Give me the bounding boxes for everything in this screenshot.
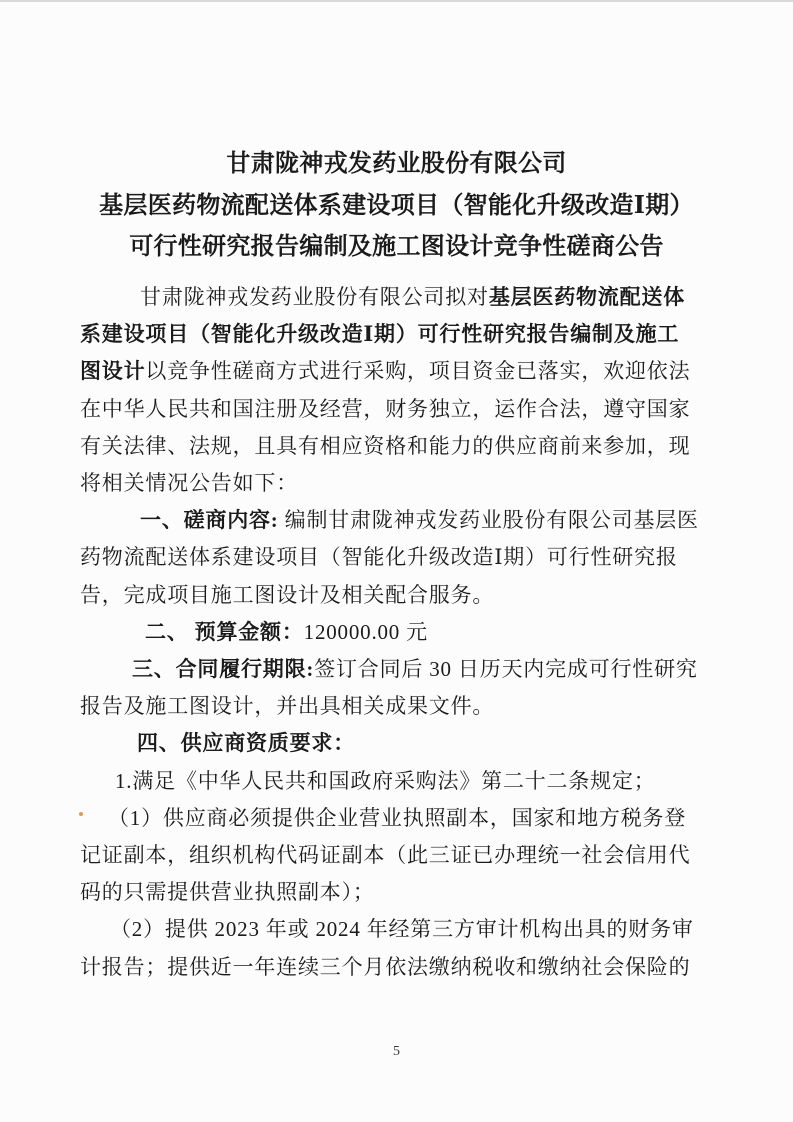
document-text-bold: 基层医药物流配送体 <box>488 285 686 309</box>
document-text-bold: 一、磋商内容: <box>140 508 279 533</box>
document-title-line: 甘肃陇神戎发药业股份有限公司 <box>226 151 567 177</box>
document-text: 以竞争性磋商方式进行采购，项目资金已落实，欢迎依法 <box>145 359 691 384</box>
document-text: 在中华人民共和国注册及经营，财务独立，运作合法，遵守国家 <box>80 396 691 421</box>
document-line <box>80 911 692 948</box>
document-text: 签订合同后 30 日历天内完成可行性研究 <box>314 657 698 682</box>
document-line <box>80 874 692 911</box>
document-line <box>80 465 692 502</box>
document-line <box>80 539 692 576</box>
document-line <box>80 614 692 651</box>
scan-top-edge <box>0 0 793 2</box>
document-line <box>80 428 692 465</box>
document-line <box>80 949 692 986</box>
document-text: 1.满足《中华人民共和国政府采购法》第二十二条规定； <box>115 768 656 793</box>
document-line <box>80 688 692 725</box>
document-line <box>80 279 692 316</box>
document-text: 120000.00 元 <box>303 619 428 644</box>
document-text: 记证副本，组织机构代码证副本（此三证已办理统一社会信用代 <box>80 843 691 868</box>
document-line <box>80 577 692 614</box>
document-text: 报告及施工图设计，并出具相关成果文件。 <box>80 694 495 719</box>
document-line <box>80 837 692 874</box>
document-text: 计报告；提供近一年连续三个月依法缴纳税收和缴纳社会保险的 <box>80 954 691 979</box>
document-text-bold: 四、供应商资质要求： <box>137 731 355 756</box>
document-line <box>80 502 699 539</box>
document-text: 有关法律、法规，且具有相应资格和能力的供应商前来参加，现 <box>80 433 691 458</box>
document-text: 药物流配送体系建设项目（智能化升级改造Ⅰ期）可行性研究报 <box>80 545 678 570</box>
document-text: 编制甘肃陇神戎发药业股份有限公司基层医 <box>278 508 699 533</box>
document-title-line: 基层医药物流配送体系建设项目（智能化升级改造Ⅰ期） <box>99 192 694 219</box>
document-line <box>80 800 692 837</box>
document-line <box>80 353 692 390</box>
document-text: （1）供应商必须提供企业营业执照副本，国家和地方税务登 <box>108 805 687 830</box>
document-text: 码的只需提供营业执照副本）； <box>80 880 375 905</box>
document-text: 甘肃陇神戎发药业股份有限公司拟对 <box>140 285 489 309</box>
document-title <box>0 144 793 269</box>
document-line <box>80 391 692 428</box>
document-line <box>80 316 692 353</box>
page-number: 5 <box>393 1044 400 1059</box>
document-text-bold: 图设计 <box>80 359 146 384</box>
document-body <box>80 279 699 986</box>
document-text: 告，完成项目施工图设计及相关配合服务。 <box>80 582 495 607</box>
document-line <box>80 651 698 688</box>
document-title-line: 可行性研究报告编制及施工图设计竞争性磋商公告 <box>129 234 664 260</box>
document-text: （2）提供 2023 年或 2024 年经第三方审计机构出具的财务审 <box>110 917 694 942</box>
document-text-bold: 二、 预算金额： <box>145 619 304 644</box>
document-text: 将相关情况公告如下： <box>80 471 298 496</box>
document-line <box>80 725 692 762</box>
scan-artifact-dot <box>79 812 83 816</box>
document-text-bold: 系建设项目（智能化升级改造Ⅰ期）可行性研究报告编制及施工 <box>80 322 680 347</box>
document-line <box>80 763 692 800</box>
document-text-bold: 三、合同履行期限: <box>132 657 315 682</box>
